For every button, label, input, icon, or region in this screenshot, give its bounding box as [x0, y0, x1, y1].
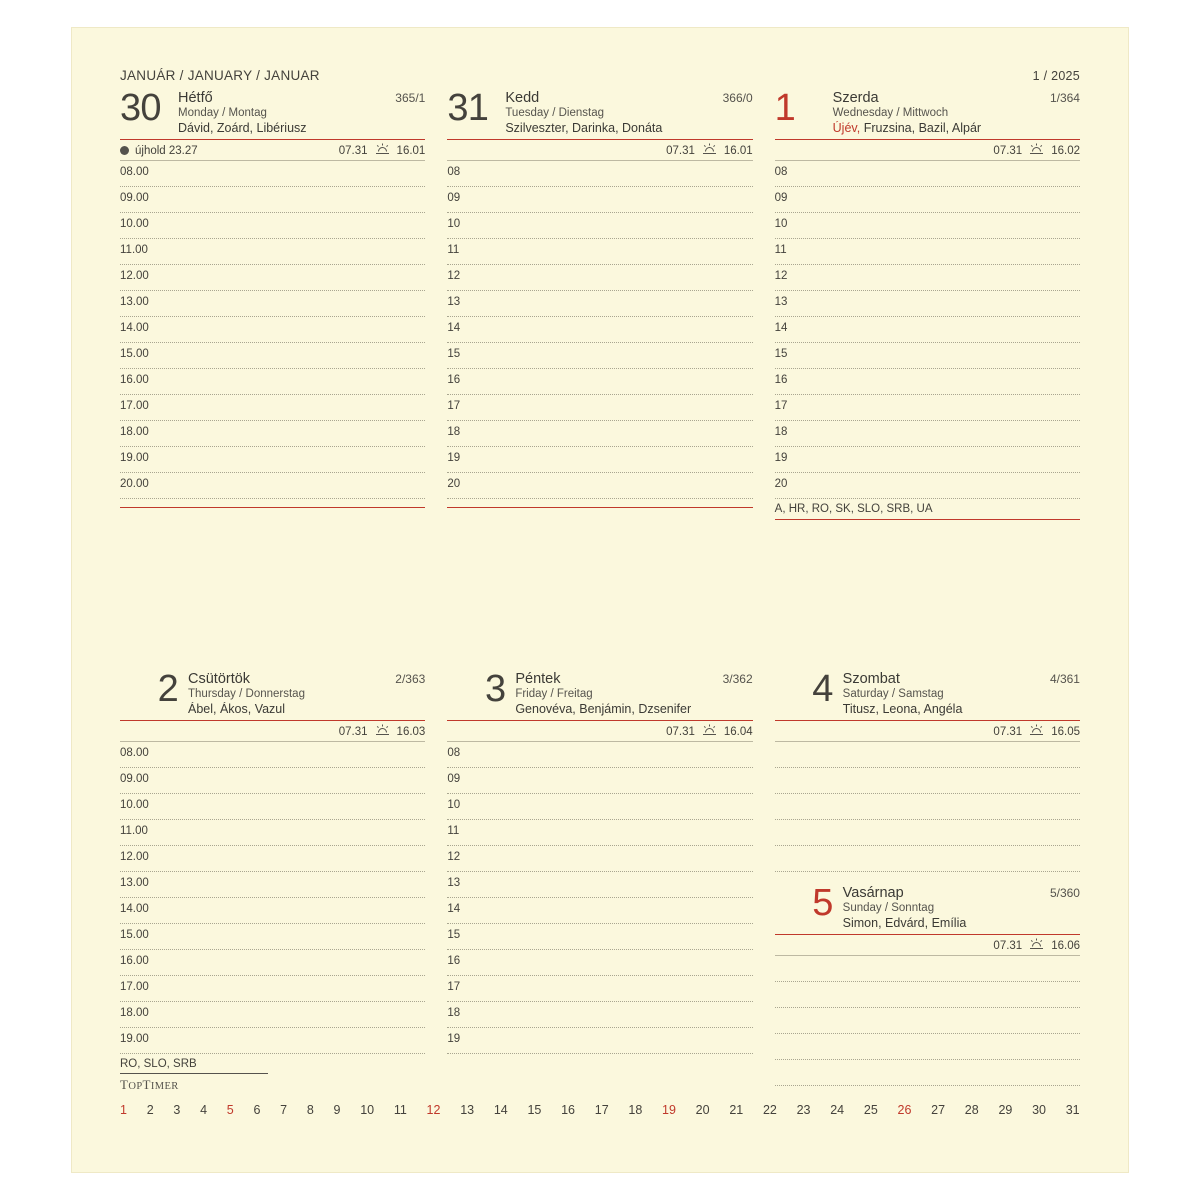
month-day-21[interactable]: 21	[729, 1103, 744, 1117]
brand-letter: T	[120, 1077, 129, 1092]
day-column-1	[775, 89, 1080, 520]
hour-row[interactable]	[775, 369, 1080, 395]
hour-label: 19	[447, 452, 461, 464]
nameday-rest: Fruzsina, Bazil, Alpár	[860, 121, 982, 135]
day-header	[447, 670, 752, 716]
hour-row[interactable]	[447, 213, 752, 239]
day-name-intl: Monday / Montag	[178, 107, 267, 119]
sunset-icon	[375, 724, 390, 739]
month-day-strip-wrap	[120, 1103, 1080, 1117]
hour-row[interactable]	[775, 473, 1080, 499]
day-column-3	[447, 670, 752, 1093]
note-line[interactable]	[775, 982, 1080, 1008]
hour-row[interactable]	[447, 898, 752, 924]
day-number: 30	[120, 87, 161, 129]
hour-label: 17.00	[120, 400, 149, 412]
note-line[interactable]	[775, 1008, 1080, 1034]
hour-row[interactable]	[120, 794, 425, 820]
hour-label: 18.00	[120, 1007, 149, 1019]
hour-label: 13	[447, 296, 461, 308]
sunset-time: 16.02	[1051, 144, 1080, 157]
sun-row	[447, 721, 752, 742]
day-name-intl: Sunday / Sonntag	[842, 902, 935, 914]
hour-list	[447, 161, 752, 499]
month-day-31[interactable]: 31	[1065, 1103, 1080, 1117]
sunset-time: 16.03	[396, 725, 426, 738]
hour-label: 08.00	[120, 166, 149, 178]
hour-row[interactable]	[120, 213, 425, 239]
hour-label: 20.00	[120, 478, 149, 490]
hour-list	[120, 742, 425, 1054]
note-line[interactable]	[775, 1034, 1080, 1060]
divider-red-bottom	[120, 507, 425, 508]
hour-label: 14	[447, 903, 461, 915]
divider-red-bottom	[447, 507, 752, 508]
week-row-top	[120, 89, 1080, 520]
day-name-hu: Péntek	[515, 671, 561, 687]
month-day-19[interactable]: 19	[662, 1103, 676, 1117]
day-number: 1	[774, 87, 796, 129]
sunset-time: 16.01	[396, 144, 426, 157]
day-header	[775, 89, 1080, 135]
sunrise-time: 07.31	[993, 144, 1023, 157]
hour-label: 12.00	[120, 851, 149, 863]
hour-label: 11	[774, 244, 787, 256]
month-day-30[interactable]: 30	[1032, 1103, 1046, 1117]
hour-label: 17	[447, 400, 461, 412]
sunset-icon	[375, 143, 390, 158]
month-day-12[interactable]: 12	[426, 1103, 441, 1117]
day-number: 2	[157, 668, 178, 710]
day-of-year: 2/363	[395, 672, 426, 686]
note-line[interactable]	[775, 742, 1080, 768]
hour-list	[775, 161, 1080, 499]
month-day-27[interactable]: 27	[931, 1103, 946, 1117]
hour-label: 19.00	[120, 1033, 149, 1045]
day-header	[120, 89, 425, 135]
hour-label: 08	[447, 166, 461, 178]
hour-row[interactable]	[447, 421, 752, 447]
note-line[interactable]	[775, 1060, 1080, 1086]
day-name-hu: Kedd	[505, 90, 540, 106]
sunset-icon	[702, 724, 717, 739]
sunrise-time: 07.31	[338, 144, 368, 157]
hour-label: 18.00	[120, 426, 149, 438]
month-day-6[interactable]: 6	[253, 1103, 261, 1117]
hour-row[interactable]	[120, 395, 425, 421]
hour-row[interactable]	[120, 1028, 425, 1054]
month-day-17[interactable]: 17	[594, 1103, 609, 1117]
hour-label: 11.00	[120, 825, 148, 837]
hour-label: 10	[447, 799, 461, 811]
hour-label: 09	[774, 192, 788, 204]
sunrise-time: 07.31	[666, 144, 695, 157]
hour-row[interactable]	[120, 239, 425, 265]
hour-label: 08	[447, 747, 461, 759]
day-name-intl: Tuesday / Dienstag	[505, 107, 604, 119]
hour-row[interactable]	[447, 976, 752, 1002]
country-codes: RO, SLO, SRB	[120, 1058, 197, 1070]
hour-label: 14.00	[120, 903, 149, 915]
day-header	[775, 670, 1080, 716]
brand-part: OP	[128, 1081, 143, 1092]
nameday-list: Dávid, Zoárd, Libériusz	[178, 121, 307, 135]
sun-row	[120, 721, 425, 742]
hour-row[interactable]	[120, 369, 425, 395]
sunrise-time: 07.31	[666, 725, 695, 738]
sun-row	[775, 721, 1080, 742]
day-name-hu: Szerda	[832, 90, 879, 106]
hour-row[interactable]	[120, 317, 425, 343]
hour-label: 12.00	[120, 270, 149, 282]
page-header	[120, 68, 1080, 83]
month-day-15[interactable]: 15	[527, 1103, 542, 1117]
month-day-20[interactable]: 20	[695, 1103, 710, 1117]
hour-row[interactable]	[447, 265, 752, 291]
month-day-8[interactable]: 8	[306, 1103, 314, 1117]
hour-row[interactable]	[120, 187, 425, 213]
nameday-list: Szilveszter, Darinka, Donáta	[505, 121, 663, 135]
month-day-22[interactable]: 22	[762, 1103, 777, 1117]
month-day-10[interactable]: 10	[360, 1103, 375, 1117]
hour-row[interactable]	[120, 976, 425, 1002]
day-column-4-5	[775, 670, 1080, 1093]
planner-content	[120, 68, 1080, 1117]
moon-note: újhold 23.27	[135, 144, 198, 157]
hour-row[interactable]	[447, 291, 752, 317]
sunset-icon	[702, 143, 717, 158]
hour-label: 16.00	[120, 955, 149, 967]
footer-underline	[120, 1073, 268, 1074]
day-header	[447, 89, 752, 135]
sun-moon-row	[775, 140, 1080, 161]
hour-label: 10.00	[120, 799, 149, 811]
hour-row[interactable]	[447, 473, 752, 499]
hour-row[interactable]	[447, 1002, 752, 1028]
hour-label: 10	[447, 218, 461, 230]
month-day-2[interactable]: 2	[146, 1103, 154, 1117]
day-of-year: 365/1	[395, 91, 426, 105]
hour-label: 17	[447, 981, 461, 993]
hour-row[interactable]	[447, 447, 752, 473]
hour-row[interactable]	[775, 291, 1080, 317]
month-day-28[interactable]: 28	[964, 1103, 979, 1117]
sunset-time: 16.06	[1051, 939, 1080, 952]
month-day-13[interactable]: 13	[460, 1103, 475, 1117]
day-name-hu: Szombat	[842, 671, 900, 687]
hour-label: 10	[774, 218, 788, 230]
hour-row[interactable]	[447, 343, 752, 369]
hour-row[interactable]	[447, 794, 752, 820]
hour-label: 13.00	[120, 296, 149, 308]
day-of-year: 3/362	[722, 672, 753, 686]
note-line[interactable]	[775, 846, 1080, 872]
sunrise-time: 07.31	[993, 939, 1023, 952]
hour-label: 16.00	[120, 374, 149, 386]
hour-label: 13	[447, 877, 461, 889]
hour-row[interactable]	[447, 820, 752, 846]
hour-label: 09	[447, 192, 461, 204]
hour-label: 19.00	[120, 452, 149, 464]
hour-label: 12	[447, 270, 461, 282]
sun-moon-row	[120, 140, 425, 161]
brand-logo	[120, 1077, 425, 1093]
nameday-list: Titusz, Leona, Angéla	[842, 702, 963, 716]
hour-label: 20	[447, 478, 461, 490]
hour-label: 14.00	[120, 322, 149, 334]
hour-label: 19	[774, 452, 788, 464]
sunrise-time: 07.31	[338, 725, 368, 738]
hour-label: 15.00	[120, 929, 149, 941]
hour-row[interactable]	[120, 768, 425, 794]
month-day-24[interactable]: 24	[830, 1103, 845, 1117]
hour-row[interactable]	[120, 950, 425, 976]
month-day-4[interactable]: 4	[200, 1103, 208, 1117]
month-day-14[interactable]: 14	[493, 1103, 508, 1117]
sun-row	[775, 935, 1080, 956]
month-day-25[interactable]: 25	[863, 1103, 878, 1117]
month-day-3[interactable]: 3	[173, 1103, 181, 1117]
month-day-18[interactable]: 18	[628, 1103, 643, 1117]
hour-label: 11.00	[120, 244, 148, 256]
month-day-29[interactable]: 29	[998, 1103, 1013, 1117]
hour-row[interactable]	[120, 820, 425, 846]
hour-label: 18	[447, 1007, 461, 1019]
sun-moon-row	[447, 140, 752, 161]
brand-part-2: IMER	[150, 1081, 179, 1092]
hour-row[interactable]	[447, 395, 752, 421]
hour-row[interactable]	[447, 768, 752, 794]
day-number: 4	[812, 668, 833, 710]
brand-letter-2: T	[142, 1077, 151, 1092]
hour-label: 13.00	[120, 877, 149, 889]
hour-row[interactable]	[775, 395, 1080, 421]
hour-label: 11	[447, 244, 460, 256]
new-moon-icon	[120, 146, 129, 155]
hour-row[interactable]	[120, 872, 425, 898]
nameday-list	[833, 121, 1080, 135]
hour-row[interactable]	[447, 950, 752, 976]
hour-row[interactable]	[447, 872, 752, 898]
month-day-strip[interactable]	[120, 1103, 1080, 1117]
month-day-16[interactable]: 16	[561, 1103, 576, 1117]
country-codes	[120, 499, 425, 503]
hour-row[interactable]	[775, 317, 1080, 343]
hour-row[interactable]	[120, 291, 425, 317]
sunset-time: 16.01	[723, 144, 753, 157]
week-reference: 1 / 2025	[1032, 69, 1080, 83]
day-name-hu: Csütörtök	[188, 671, 251, 687]
day-name-intl: Saturday / Samstag	[842, 688, 944, 700]
hour-label: 08	[774, 166, 788, 178]
hour-label: 16	[447, 955, 461, 967]
hour-label: 15	[774, 348, 788, 360]
note-line[interactable]	[775, 768, 1080, 794]
hour-label: 11	[447, 825, 460, 837]
hour-label: 09	[447, 773, 461, 785]
hour-row[interactable]	[775, 213, 1080, 239]
hour-label: 17	[774, 400, 788, 412]
country-codes: A, HR, RO, SK, SLO, SRB, UA	[774, 503, 933, 515]
month-day-11[interactable]: 11	[393, 1103, 407, 1117]
nameday-list: Ábel, Ákos, Vazul	[188, 702, 286, 716]
hour-row[interactable]	[120, 421, 425, 447]
hour-label: 08.00	[120, 747, 149, 759]
day-name-intl: Wednesday / Mittwoch	[832, 107, 949, 119]
hour-label: 12	[447, 851, 461, 863]
divider-red-bottom	[775, 519, 1080, 520]
hour-label: 09.00	[120, 773, 149, 785]
hour-label: 09.00	[120, 192, 149, 204]
planner-page	[72, 28, 1128, 1172]
hour-label: 10.00	[120, 218, 149, 230]
day-name-intl: Thursday / Donnerstag	[188, 688, 305, 700]
hour-row[interactable]	[120, 343, 425, 369]
hour-row[interactable]	[447, 924, 752, 950]
day-name-intl: Friday / Freitag	[515, 688, 593, 700]
sunset-icon	[1029, 938, 1044, 953]
hour-list-saturday	[775, 742, 1080, 872]
month-day-5[interactable]: 5	[226, 1103, 234, 1117]
hour-row[interactable]	[775, 447, 1080, 473]
day-number: 31	[447, 87, 489, 129]
hour-row[interactable]	[447, 369, 752, 395]
hour-label: 12	[774, 270, 788, 282]
sunrise-time: 07.31	[993, 725, 1023, 738]
month-day-9[interactable]: 9	[333, 1103, 341, 1117]
hour-label: 17.00	[120, 981, 149, 993]
hour-row[interactable]	[447, 317, 752, 343]
hour-label: 16	[774, 374, 788, 386]
hour-row[interactable]	[775, 187, 1080, 213]
sunset-icon	[1029, 143, 1044, 158]
hour-label: 19	[447, 1033, 461, 1045]
month-day-7[interactable]: 7	[280, 1103, 288, 1117]
hour-row[interactable]	[775, 239, 1080, 265]
hour-row[interactable]	[120, 898, 425, 924]
hour-row[interactable]	[120, 265, 425, 291]
month-day-1[interactable]: 1	[120, 1103, 127, 1117]
country-codes	[447, 499, 752, 503]
hour-label: 14	[447, 322, 461, 334]
hour-list	[447, 742, 752, 1054]
note-line[interactable]	[775, 956, 1080, 982]
hour-row[interactable]	[775, 343, 1080, 369]
day-number: 5	[812, 882, 833, 924]
month-title: JANUÁR / JANUARY / JANUAR	[120, 68, 320, 83]
hour-label: 15.00	[120, 348, 149, 360]
day-name-hu: Vasárnap	[842, 885, 904, 901]
hour-label: 16	[447, 374, 461, 386]
day-of-year: 4/361	[1049, 672, 1080, 686]
hour-row[interactable]	[120, 1002, 425, 1028]
hour-label: 15	[447, 348, 461, 360]
day-of-year: 5/360	[1049, 886, 1080, 900]
note-line[interactable]	[775, 820, 1080, 846]
hour-label: 18	[447, 426, 461, 438]
hour-row[interactable]	[120, 742, 425, 768]
day-column-30	[120, 89, 425, 520]
hour-label: 20	[774, 478, 788, 490]
hour-row[interactable]	[120, 447, 425, 473]
hour-list	[120, 161, 425, 499]
month-day-26[interactable]: 26	[897, 1103, 912, 1117]
hour-list-sunday	[775, 956, 1080, 1086]
nameday-list: Simon, Edvárd, Emília	[842, 916, 967, 930]
sunset-time: 16.05	[1051, 725, 1080, 738]
hour-row[interactable]	[775, 421, 1080, 447]
hour-row[interactable]	[447, 742, 752, 768]
hour-label: 14	[774, 322, 788, 334]
hour-row[interactable]	[447, 1028, 752, 1054]
day-column-2	[120, 670, 425, 1093]
hour-row[interactable]	[447, 239, 752, 265]
month-day-23[interactable]: 23	[796, 1103, 811, 1117]
hour-row[interactable]	[120, 473, 425, 499]
hour-row[interactable]	[120, 924, 425, 950]
day-column-31	[447, 89, 752, 520]
hour-label: 18	[774, 426, 788, 438]
day-of-year: 366/0	[722, 91, 753, 105]
hour-row[interactable]	[447, 161, 752, 187]
day-of-year: 1/364	[1049, 91, 1080, 105]
week-row-bottom	[120, 670, 1080, 1093]
hour-label: 15	[447, 929, 461, 941]
sunset-icon	[1029, 724, 1044, 739]
day-number: 3	[484, 668, 506, 710]
hour-row[interactable]	[447, 846, 752, 872]
day-name-hu: Hétfő	[178, 90, 213, 106]
day-header	[120, 670, 425, 716]
note-line[interactable]	[775, 794, 1080, 820]
hour-row[interactable]	[447, 187, 752, 213]
hour-label: 13	[774, 296, 788, 308]
day-header-sunday	[775, 884, 1080, 930]
sunset-time: 16.04	[723, 725, 753, 738]
holiday-name: Újév,	[832, 121, 861, 135]
hour-row[interactable]	[120, 846, 425, 872]
hour-row[interactable]	[775, 265, 1080, 291]
hour-row[interactable]	[775, 161, 1080, 187]
hour-row[interactable]	[120, 161, 425, 187]
nameday-list: Genovéva, Benjámin, Dzsenifer	[515, 702, 692, 716]
